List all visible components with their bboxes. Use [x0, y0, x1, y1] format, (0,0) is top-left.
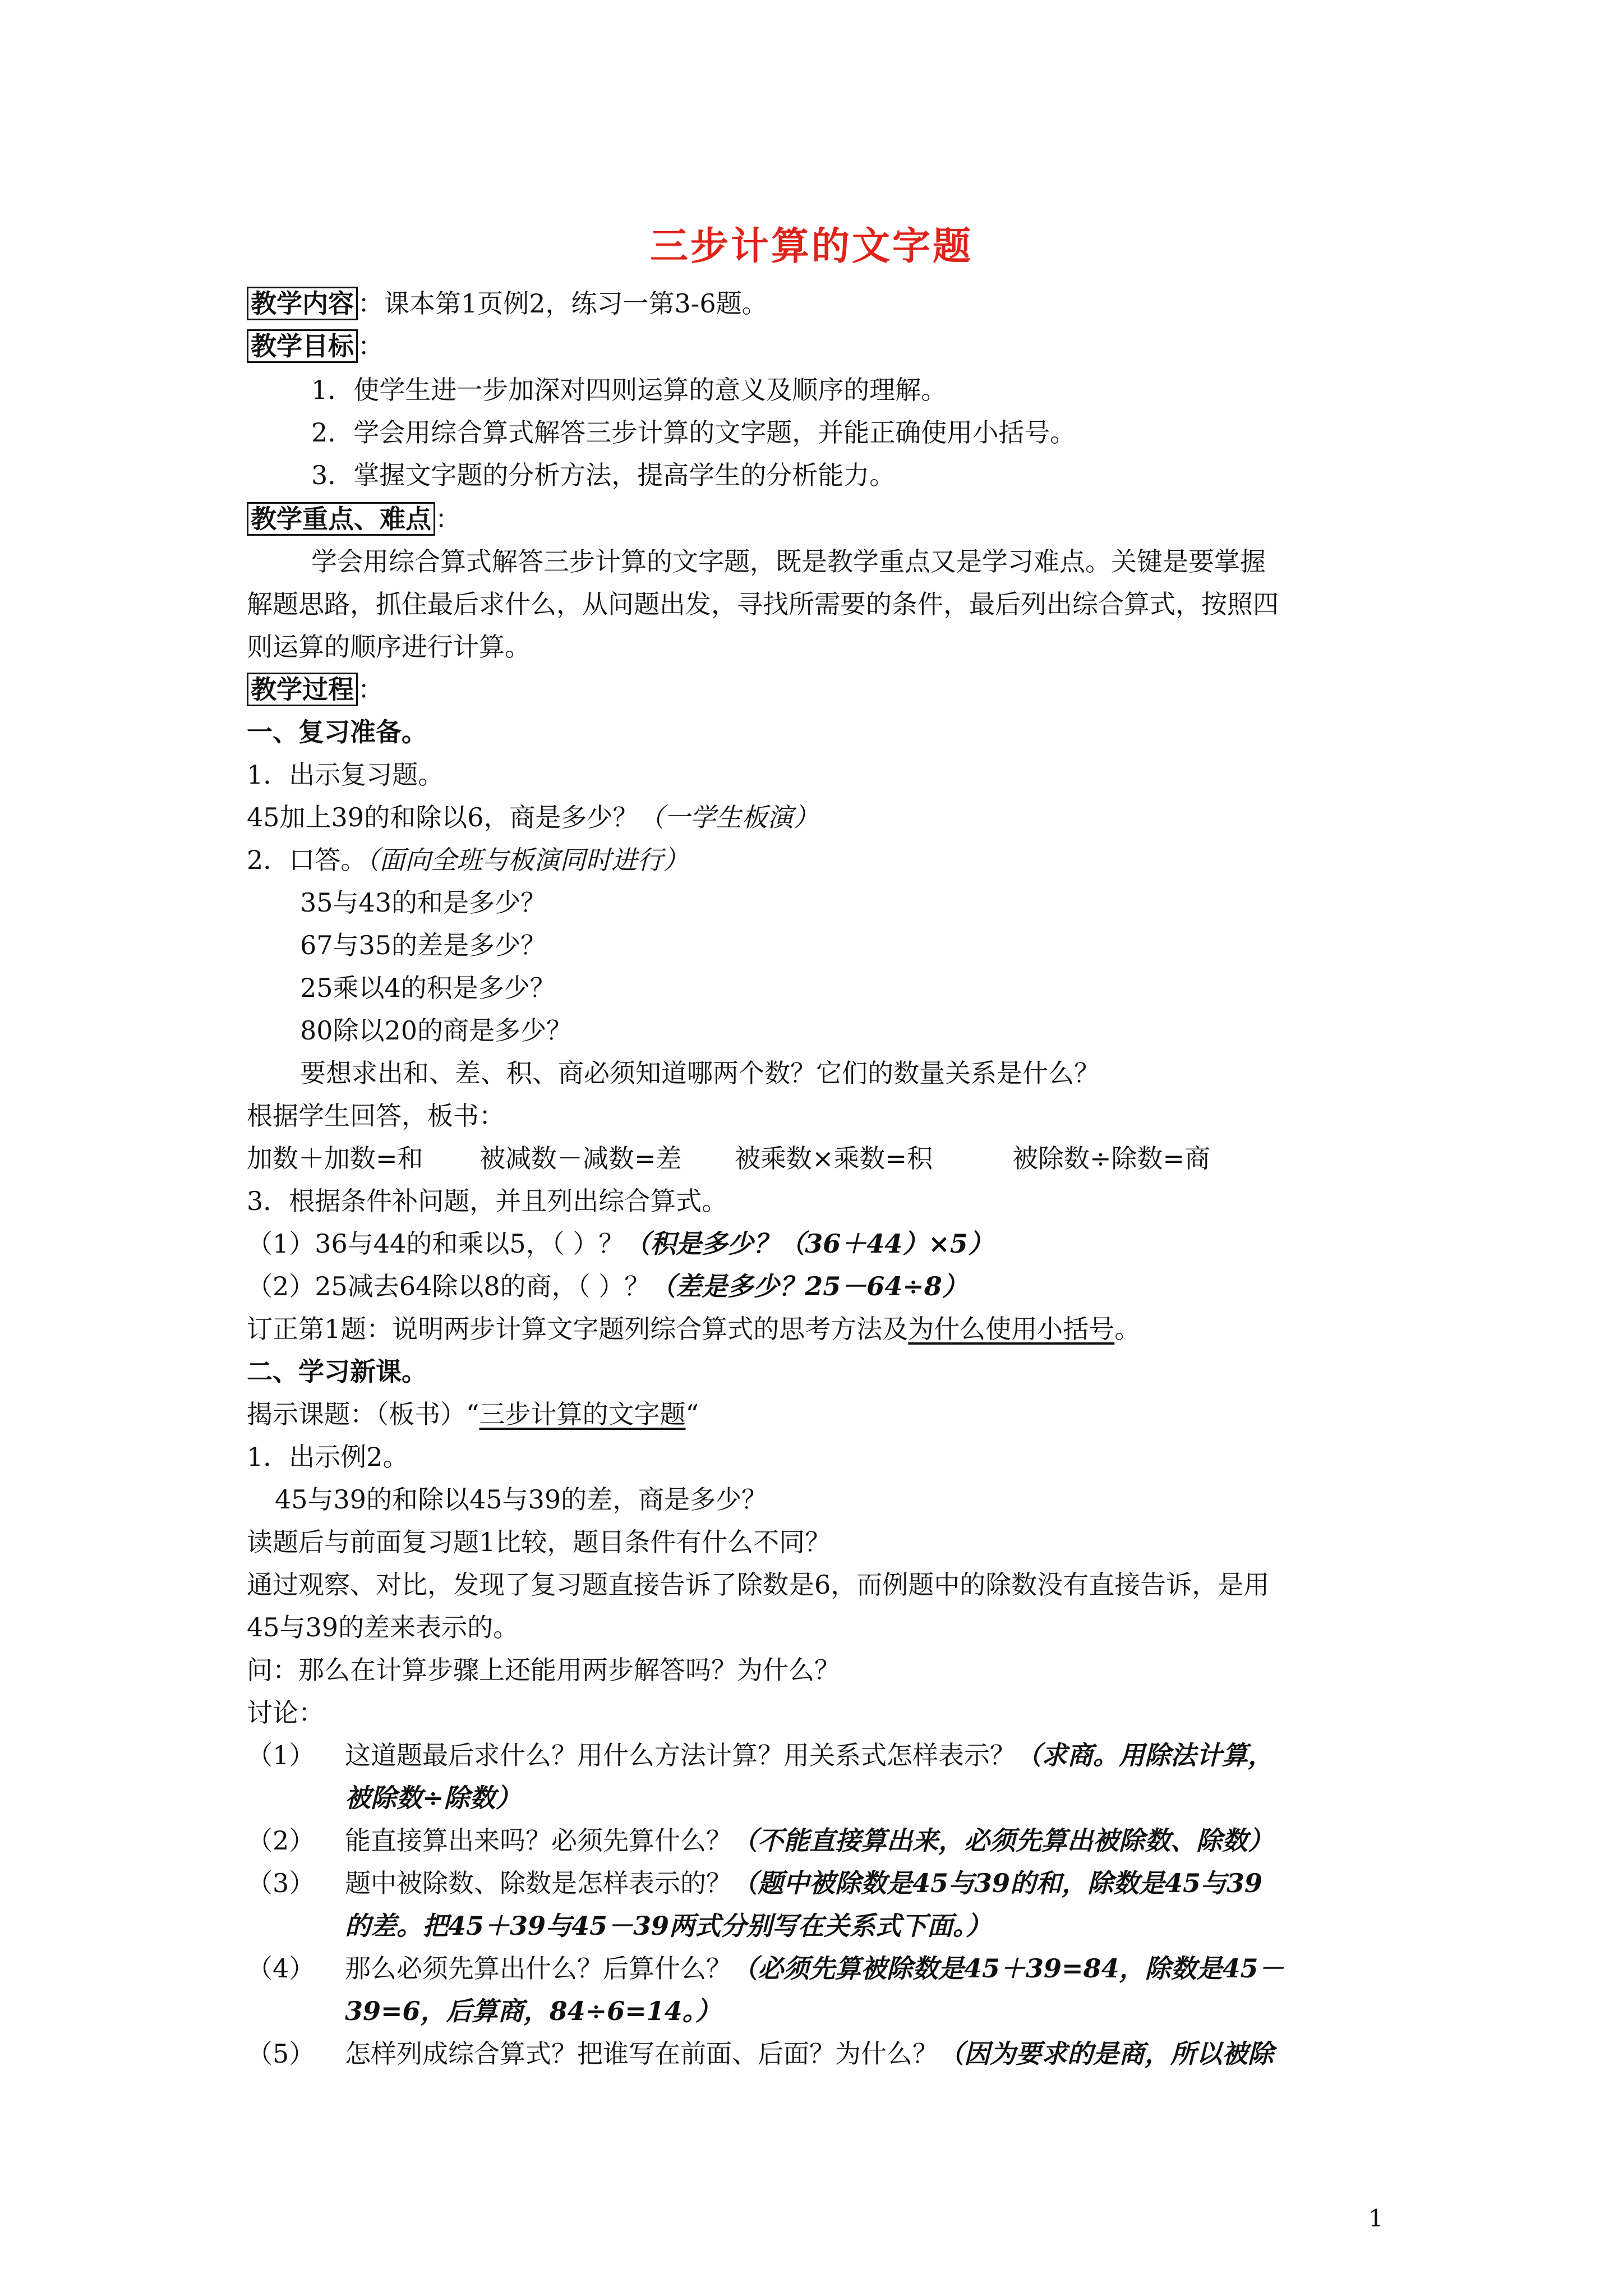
- review-item-2-text: 2．口答。: [247, 845, 367, 875]
- fill-question-1-text: （1）36与44的和乘以5，（ ）？: [247, 1228, 625, 1259]
- example-heading: 1．出示例2。: [247, 1442, 409, 1472]
- goals-label: 教学目标: [247, 329, 358, 363]
- discuss-item-number: （5）: [247, 2039, 315, 2069]
- process-colon: ：: [358, 674, 384, 705]
- focus-colon: ：: [435, 504, 461, 534]
- discuss-item-answer: （题中被除数是45与39的和，除数是45与39: [732, 1868, 1263, 1898]
- discuss-item-answer: （不能直接算出来，必须先算出被除数、除数）: [732, 1825, 1274, 1856]
- relation-add: 加数＋加数=和: [247, 1143, 423, 1174]
- reveal-topic-text: 揭示课题：（板书）“: [247, 1399, 479, 1429]
- discuss-item-number: （3）: [247, 1868, 315, 1898]
- section-1-heading: 一、复习准备。: [247, 717, 427, 747]
- discuss-item-number: （2）: [247, 1825, 315, 1856]
- correction-underlined: 为什么使用小括号: [908, 1314, 1115, 1344]
- discuss-item-question: 题中被除数、除数是怎样表示的？: [345, 1868, 732, 1898]
- correction-line: [247, 1312, 1140, 1346]
- example-question: 45与39的和除以45与39的差，商是多少？: [275, 1484, 768, 1515]
- oral-question-5: 要想求出和、差、积、商必须知道哪两个数？它们的数量关系是什么？: [300, 1058, 1100, 1088]
- page-title: 三步计算的文字题: [649, 224, 973, 269]
- review-item-1: 1．出示复习题。: [247, 760, 444, 790]
- discuss-item-4: [247, 1951, 1284, 1986]
- goal-2: 2．学会用综合算式解答三步计算的文字题，并能正确使用小括号。: [311, 417, 1076, 448]
- compare-line: 读题后与前面复习题1比较，题目条件有什么不同？: [247, 1527, 831, 1557]
- fill-question-1: [247, 1226, 994, 1261]
- goal-1: 1．使学生进一步加深对四则运算的意义及顺序的理解。: [311, 375, 947, 405]
- correction-end: 。: [1114, 1314, 1141, 1344]
- observe-line-1: 通过观察、对比，发现了复习题直接告诉了除数是6，而例题中的除数没有直接告诉，是用: [247, 1570, 1270, 1600]
- focus-label: 教学重点、难点: [247, 502, 435, 536]
- fill-question-2: [247, 1269, 968, 1304]
- discuss-item-number: （1）: [247, 1740, 315, 1770]
- observe-line-2: 45与39的差来表示的。: [247, 1612, 519, 1642]
- discuss-item-question: 怎样列成综合算式？把谁写在前面、后面？为什么？: [345, 2039, 938, 2069]
- review-question-note: （一学生板演）: [638, 802, 819, 832]
- discuss-item-1-cont: 被除数÷除数）: [345, 1783, 522, 1813]
- discuss-item-answer: （因为要求的是商，所以被除: [938, 2039, 1274, 2069]
- focus-para-2: 解题思路，抓住最后求什么，从问题出发，寻找所需要的条件，最后列出综合算式，按照四: [247, 589, 1279, 619]
- fill-question-2-text: （2）25减去64除以8的商，（ ）？: [247, 1271, 651, 1301]
- goal-3: 3．掌握文字题的分析方法，提高学生的分析能力。: [311, 460, 896, 490]
- discuss-item-2: [247, 1823, 1274, 1858]
- discuss-item-question: 这道题最后求什么？用什么方法计算？用关系式怎样表示？: [345, 1740, 1016, 1770]
- fill-question-2-answer: （差是多少？25－64÷8）: [650, 1271, 968, 1301]
- discuss-item-number: （4）: [247, 1953, 315, 1984]
- discuss-item-3-cont: 的差。把45＋39与45－39两式分别写在关系式下面。）: [345, 1911, 992, 1941]
- relation-divide: 被除数÷除数=商: [1012, 1143, 1211, 1174]
- review-item-2: [247, 843, 689, 877]
- goals-colon: ：: [358, 331, 384, 361]
- ask-line: 问：那么在计算步骤上还能用两步解答吗？为什么？: [247, 1655, 840, 1685]
- discuss-item-question: 能直接算出来吗？必须先算什么？: [345, 1825, 732, 1856]
- oral-question-3: 25乘以4的积是多少？: [300, 973, 556, 1003]
- discuss-item-3: [247, 1866, 1262, 1901]
- oral-question-2: 67与35的差是多少？: [300, 930, 547, 960]
- reveal-topic-underlined: 三步计算的文字题: [479, 1399, 686, 1429]
- fill-question-1-answer: （积是多少？（36＋44）×5）: [624, 1228, 994, 1259]
- focus-para-1: 学会用综合算式解答三步计算的文字题，既是教学重点又是学习难点。关键是要掌握: [311, 546, 1266, 577]
- content-line: [247, 286, 768, 321]
- process-label: 教学过程: [247, 673, 358, 706]
- oral-question-4: 80除以20的商是多少？: [300, 1015, 573, 1046]
- board-intro: 根据学生回答，板书：: [247, 1101, 505, 1131]
- discuss-label: 讨论：: [247, 1697, 324, 1728]
- reveal-topic: [247, 1397, 699, 1432]
- review-item-2-note: （面向全班与板演同时进行）: [366, 845, 689, 875]
- review-question: [247, 800, 819, 835]
- relation-subtract: 被减数－减数=差: [479, 1143, 682, 1174]
- discuss-item-5: [247, 2036, 1274, 2071]
- process-heading: [247, 672, 384, 707]
- relation-multiply: 被乘数×乘数=积: [735, 1143, 933, 1174]
- content-text: ：课本第1页例2，练习一第3-6题。: [358, 288, 768, 319]
- oral-question-1: 35与43的和是多少？: [300, 887, 547, 918]
- discuss-item-question: 那么必须先算出什么？后算什么？: [345, 1953, 732, 1984]
- discuss-item-4-cont: 39=6，后算商，84÷6=14。）: [345, 1996, 721, 2026]
- discuss-item-answer: （必须先算被除数是45＋39=84，除数是45－: [732, 1953, 1284, 1984]
- discuss-item-1: [247, 1738, 1274, 1773]
- review-question-text: 45加上39的和除以6，商是多少？: [247, 802, 639, 832]
- correction-text: 订正第1题：说明两步计算文字题列综合算式的思考方法及: [247, 1314, 909, 1344]
- focus-heading: [247, 501, 461, 536]
- reveal-topic-end: “: [685, 1399, 699, 1429]
- page-number: 1: [1368, 2205, 1384, 2232]
- goals-heading: [247, 329, 384, 364]
- focus-para-3: 则运算的顺序进行计算。: [247, 632, 531, 662]
- review-item-3: 3．根据条件补问题，并且列出综合算式。: [247, 1186, 728, 1216]
- discuss-item-answer: （求商。用除法计算，: [1016, 1740, 1274, 1770]
- section-2-heading: 二、学习新课。: [247, 1356, 427, 1387]
- content-label: 教学内容: [247, 287, 358, 320]
